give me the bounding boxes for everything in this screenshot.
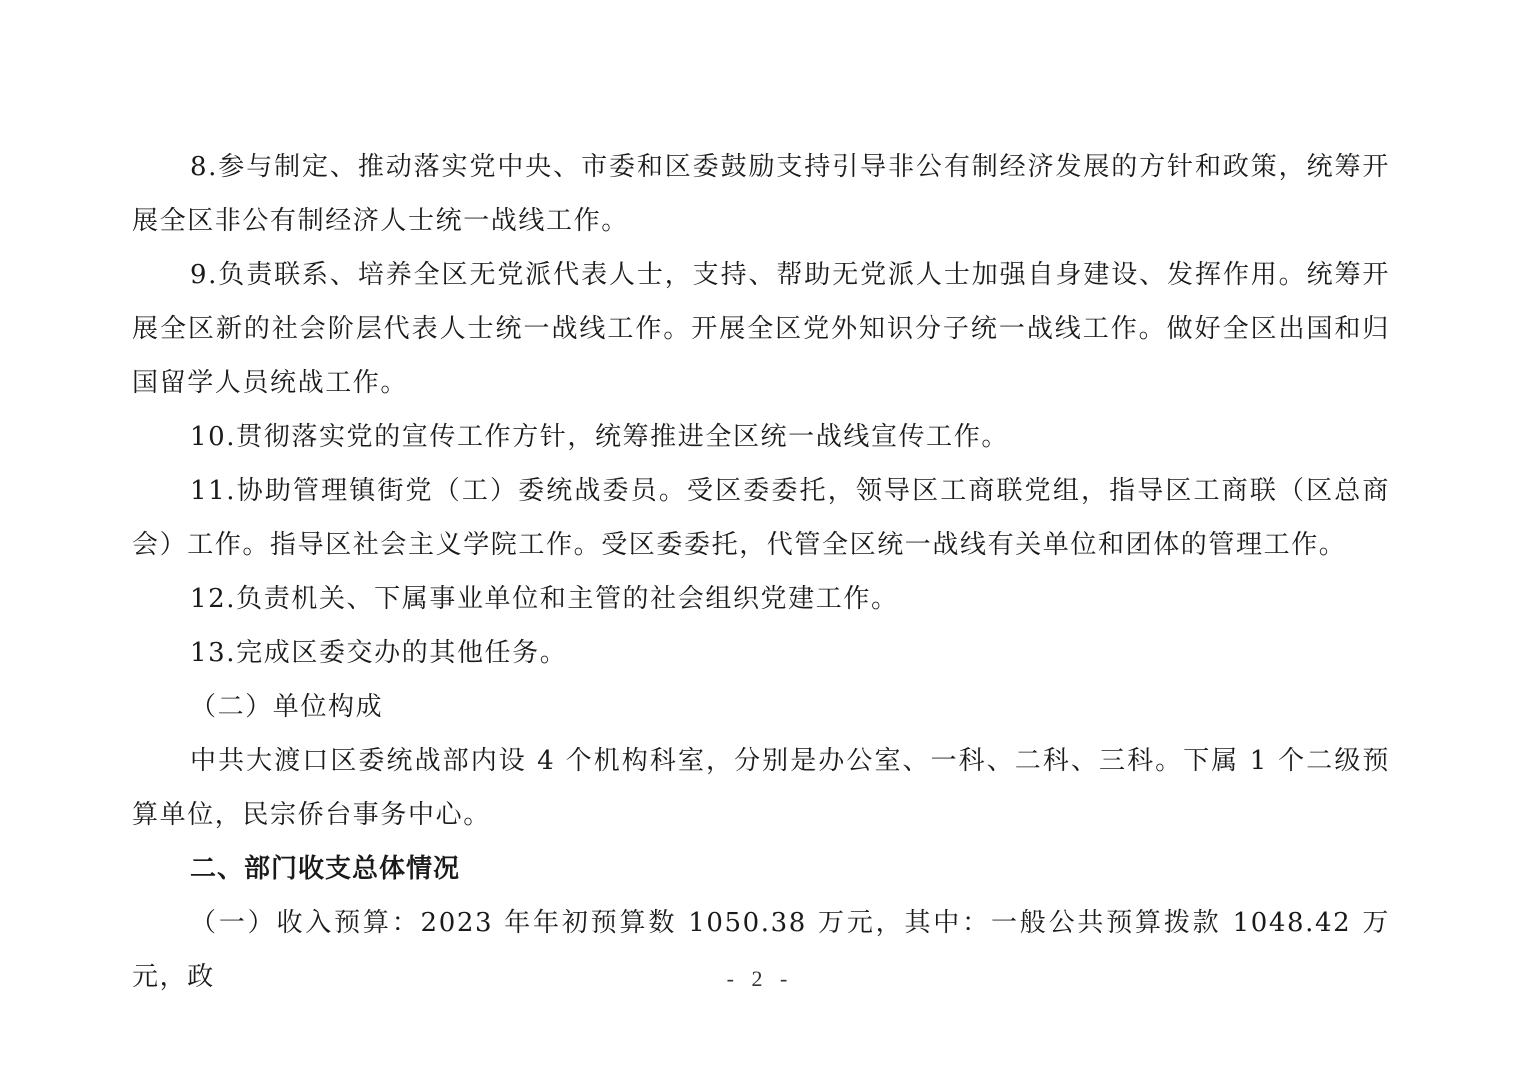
document-body (132, 140, 1390, 1004)
paragraph-item-11: 11.协助管理镇街党（工）委统战委员。受区委委托，领导区工商联党组，指导区工商联（区总商会）工作。指导区社会主义学院工作。受区委委托，代管全区统一战线有关单位和团体的管理工作。 (132, 476, 1390, 560)
subsection-title-unit-composition: （二）单位构成 (190, 692, 384, 722)
section-heading-revenue-expenditure: 二、部门收支总体情况 (190, 854, 461, 884)
paragraph-item-13: 13.完成区委交办的其他任务。 (190, 638, 568, 668)
income-budget-paragraph: （一）收入预算：2023 年年初预算数 1050.38 万元，其中：一般公共预算拨款 1048.42 万元，政 (132, 908, 1390, 992)
paragraph-item-8: 8.参与制定、推动落实党中央、市委和区委鼓励支持引导非公有制经济发展的方针和政策，统筹开展全区非公有制经济人士统一战线工作。 (132, 152, 1390, 236)
paragraph-item-9: 9.负责联系、培养全区无党派代表人士，支持、帮助无党派人士加强自身建设、发挥作用。统筹开展全区新的社会阶层代表人士统一战线工作。开展全区党外知识分子统一战线工作。做好全区出国和归国留学人员统战工作。 (132, 260, 1390, 398)
unit-composition-paragraph: 中共大渡口区委统战部内设 4 个机构科室，分别是办公室、一科、二科、三科。下属 1 个二级预算单位，民宗侨台事务中心。 (132, 746, 1390, 830)
paragraph-item-10: 10.贯彻落实党的宣传工作方针，统筹推进全区统一战线宣传工作。 (190, 422, 1009, 452)
paragraph-item-12: 12.负责机关、下属事业单位和主管的社会组织党建工作。 (190, 584, 899, 614)
page-number: - 2 - (726, 966, 794, 991)
